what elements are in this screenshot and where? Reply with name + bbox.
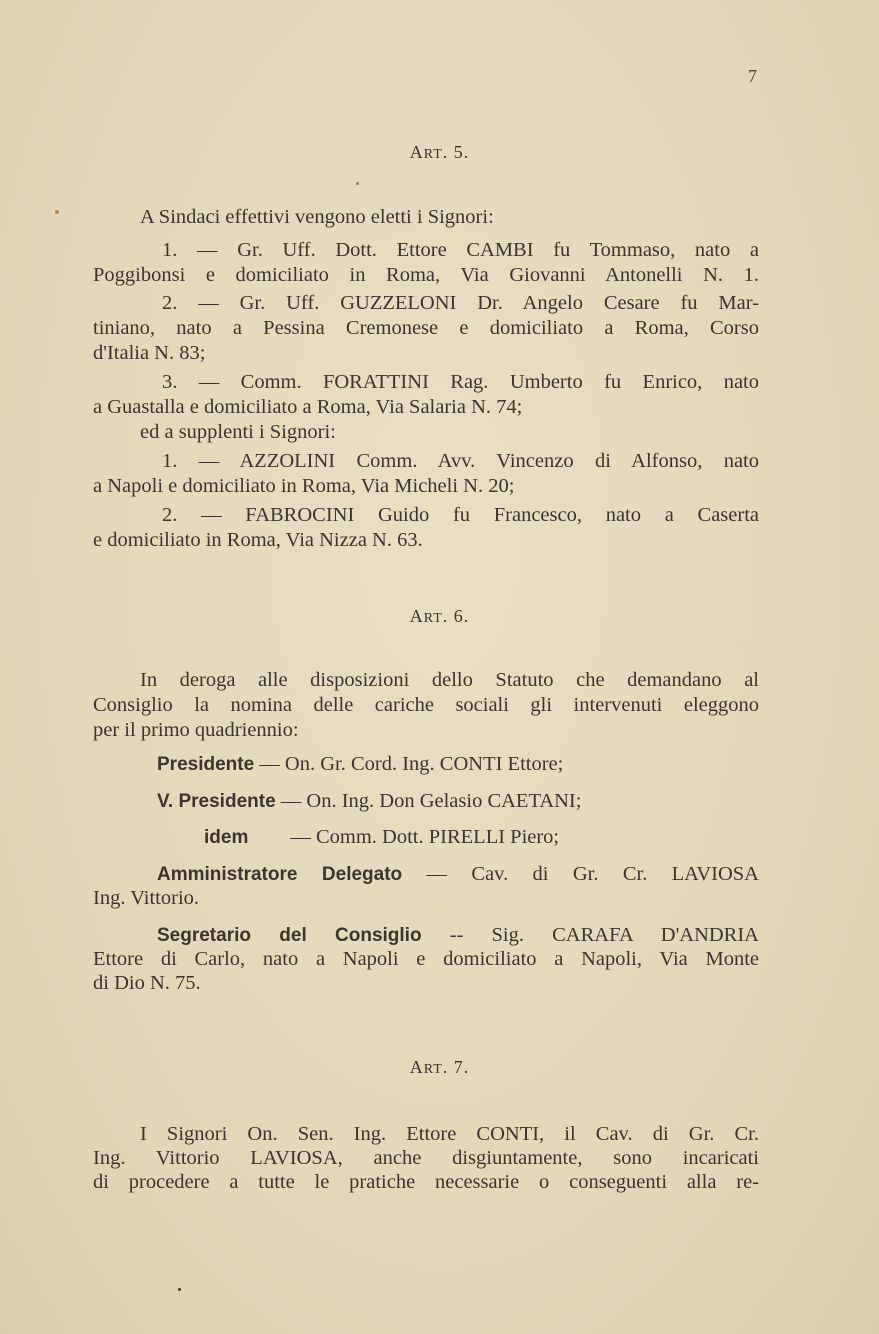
office-holder: -- Sig. CARAFA D'ANDRIA: [449, 924, 759, 946]
office-holder: — Cav. di Gr. Cr. LAVIOSA: [426, 863, 759, 885]
art6-intro-line: per il primo quadriennio:: [93, 719, 299, 741]
art5-line: 2. — FABROCINI Guido fu Francesco, nato a Caserta: [162, 504, 759, 526]
heading-letter: A: [409, 606, 424, 626]
heading-letter: A: [409, 1057, 424, 1077]
art5-line: tiniano, nato a Pessina Cremonese e domiciliato a Roma, Corso: [93, 317, 759, 339]
art5-line: Poggibonsi e domiciliato in Roma, Via Giovanni Antonelli N. 1.: [93, 264, 759, 286]
paper-speck: [178, 1288, 181, 1291]
heading-number: . 7.: [442, 1057, 470, 1077]
office-title: Segretario del Consiglio: [157, 925, 422, 946]
article-5-heading: [0, 142, 879, 163]
paper-speck: [55, 210, 59, 214]
art5-line: 1. — AZZOLINI Comm. Avv. Vincenzo di Alfonso, nato: [162, 450, 759, 472]
office-title: Presidente: [157, 754, 255, 775]
art6-intro-line: In deroga alle disposizioni dello Statuto che demandano al: [140, 669, 759, 691]
art6-intro-line: Consiglio la nomina delle cariche sociali gli intervenuti eleggono: [93, 694, 759, 716]
office-continuation: di Dio N. 75.: [93, 972, 201, 994]
office-continuation: Ing. Vittorio.: [93, 887, 200, 909]
office-holder: — Comm. Dott. PIRELLI Piero;: [290, 826, 560, 848]
art5-line: 2. — Gr. Uff. GUZZELONI Dr. Angelo Cesare fu Mar-: [162, 292, 759, 314]
heading-smallcaps: RT: [423, 611, 443, 626]
office-title: V. Presidente: [157, 791, 276, 812]
heading-number: . 5.: [442, 142, 470, 162]
art5-line: A Sindaci effettivi vengono eletti i Signori:: [140, 206, 494, 228]
art5-line: 1. — Gr. Uff. Dott. Ettore CAMBI fu Tommaso, nato a: [162, 239, 759, 261]
office-holder: — On. Ing. Don Gelasio CAETANI;: [280, 790, 582, 812]
art5-line: a Guastalla e domiciliato a Roma, Via Salaria N. 74;: [93, 396, 523, 418]
office-holder: — On. Gr. Cord. Ing. CONTI Ettore;: [259, 753, 564, 775]
paper-speck: [356, 182, 359, 185]
art5-line: ed a supplenti i Signori:: [140, 421, 336, 443]
art7-line: Ing. Vittorio LAVIOSA, anche disgiuntamente, sono incaricati: [93, 1147, 759, 1169]
article-7-heading: [0, 1057, 879, 1078]
heading-smallcaps: RT: [423, 147, 443, 162]
article-6-heading: [0, 606, 879, 627]
art7-line: I Signori On. Sen. Ing. Ettore CONTI, il Cav. di Gr. Cr.: [140, 1123, 759, 1145]
office-secretary: [157, 923, 759, 948]
page-number: 7: [748, 66, 757, 86]
office-title: Amministratore Delegato: [157, 864, 403, 885]
heading-number: . 6.: [442, 606, 470, 626]
art7-line: di procedere a tutte le pratiche necessarie o conseguenti alla re-: [93, 1171, 759, 1193]
office-vice-president: [157, 789, 823, 814]
art5-line: e domiciliato in Roma, Via Nizza N. 63.: [93, 529, 423, 551]
art5-line: 3. — Comm. FORATTINI Rag. Umberto fu Enrico, nato: [162, 371, 759, 393]
heading-smallcaps: RT: [423, 1062, 443, 1077]
office-title: idem: [204, 827, 249, 848]
art5-line: a Napoli e domiciliato in Roma, Via Micheli N. 20;: [93, 475, 515, 497]
art5-line: d'Italia N. 83;: [93, 342, 206, 364]
office-managing-director: [157, 862, 759, 887]
office-continuation: Ettore di Carlo, nato a Napoli e domiciliato a Napoli, Via Monte: [93, 948, 759, 970]
office-president: [157, 752, 823, 777]
office-vice-president-2: [204, 825, 870, 850]
heading-letter: A: [409, 142, 424, 162]
